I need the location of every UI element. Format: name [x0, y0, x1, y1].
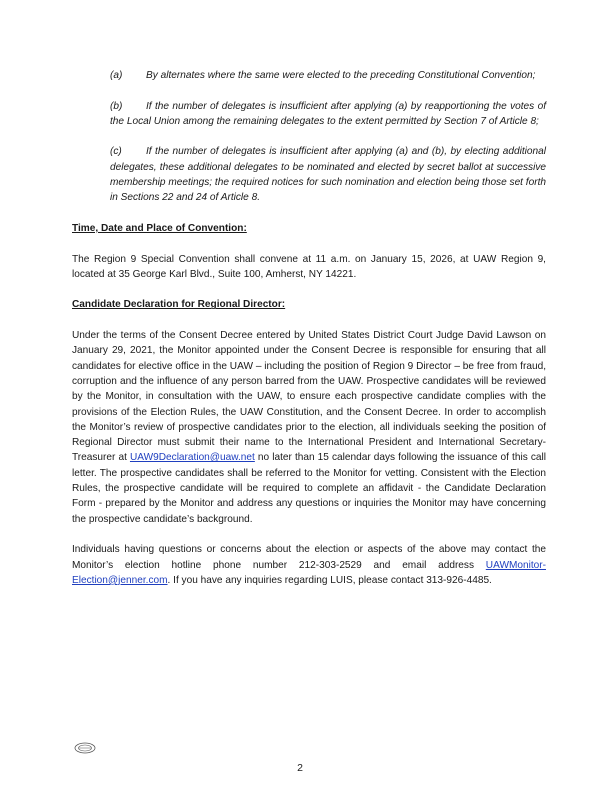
candidate-paragraph [72, 328, 546, 527]
contact-text-before: Individuals having questions or concerns about the election or aspects of the above may contact the Monitor’s election hotline phone number 212-303-2529 and email address [72, 544, 546, 571]
list-item-c [110, 144, 546, 205]
declaration-email-link[interactable]: UAW9Declaration@uaw.net [129, 452, 255, 464]
candidate-text-before: Under the terms of the Consent Decree entered by United States District Court Judge David Lawson on January 29, 2021, the Monitor appointed under the Consent Decree is responsible for ensuring that all candidates for elective office in the UAW – including the position of Region 9 Director – be free from fraud, corruption and the influence of any person barred from the UAW. Prospective candidates will be reviewed by the Monitor, in consultation with the UAW, to ensure each prospective candidate complies with the provisions of the Election Rules, the UAW Constitution, and the Consent Decree. In order to accomplish the Monitor’s review of prospective candidates prior to the election, all individuals seeking the position of Regional Director must submit their name to the International President and International Secretary-Treasurer at [72, 330, 546, 464]
item-text: By alternates where the same were elected to the preceding Constitutional Convention; [146, 70, 536, 81]
list-item-b [110, 99, 546, 130]
contact-text-after: . If you have any inquiries regarding LUIS, please contact 313-926-4485. [167, 574, 492, 586]
item-label: (c) [110, 146, 122, 158]
contact-paragraph [72, 542, 546, 588]
convention-paragraph: The Region 9 Special Convention shall convene at 11 a.m. on January 15, 2026, at UAW Region 9, located at 35 George Karl Blvd., Suite 100, Amherst, NY 14221. [72, 253, 546, 280]
page-content [72, 68, 546, 603]
section-heading-candidate: Candidate Declaration for Regional Director: [72, 299, 286, 311]
list-item-a [110, 68, 546, 83]
item-text: If the number of delegates is insufficient after applying (a) and (b), by electing additional delegates, these additional delegates to be nominated and elected by secret ballot at successive membership meetings; the required notices for such nomination and election being those set forth in Sections 22 and 24 of Article 8. [110, 146, 546, 204]
item-label: (b) [110, 100, 123, 112]
union-bug-logo-icon [74, 742, 96, 754]
item-text: If the number of delegates is insufficient after applying (a) by reapportioning the votes of the Local Union among the remaining delegates to the extent permitted by Section 7 of Article 8; [110, 100, 546, 127]
section-heading-convention: Time, Date and Place of Convention: [72, 222, 247, 234]
monitor-email-link[interactable]: UAWMonitor-Election@jenner.com [72, 559, 546, 586]
item-label: (a) [110, 70, 123, 81]
candidate-text-after: no later than 15 calendar days following the issuance of this call letter. The prospective candidates shall be referred to the Monitor for vetting. Consistent with the Election Rules, the prospective candidate will be required to complete an affidavit - the Candidate Declaration Form - prepared by the Monitor and address any questions or inquiries the Monitor may have concerning the prospective candidate’s background. [72, 452, 546, 525]
page-number: 2 [297, 762, 303, 774]
